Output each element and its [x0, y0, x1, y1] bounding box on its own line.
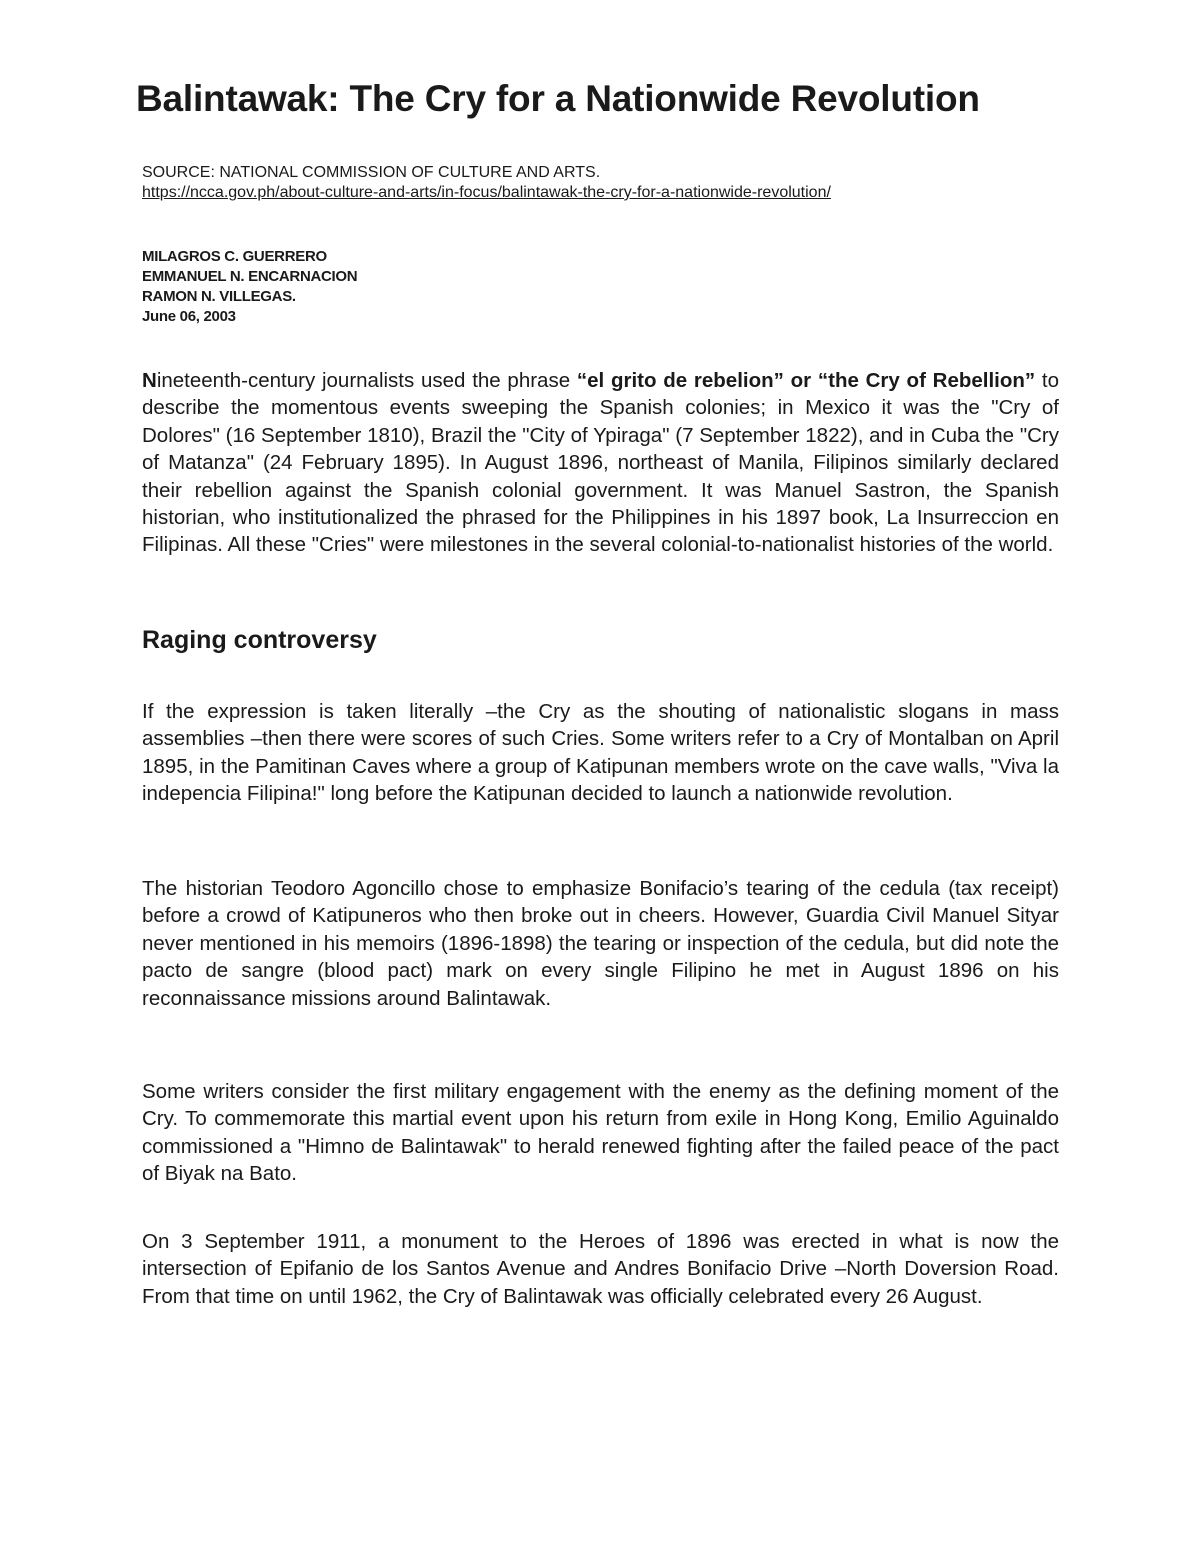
body-paragraph: Some writers consider the first military engagement with the enemy as the defining moment of the Cry. To commemorate this martial event upon his return from exile in Hong Kong, Emilio Aguinaldo commissioned a "Himno de Balintawak" to herald renewed fighting after the failed peace of the pact of Biyak na Bato.: [142, 1080, 1059, 1186]
author-block: [142, 247, 357, 327]
intro-dropcap: N: [142, 369, 157, 392]
body-paragraph: The historian Teodoro Agoncillo chose to emphasize Bonifacio’s tearing of the cedula (tax receipt) before a crowd of Katipuneros who then broke out in cheers. However, Guardia Civil Manuel Sityar never mentioned in his memoirs (1896-1898) the tearing or inspection of the cedula, but did note the pacto de sangre (blood pact) mark on every single Filipino he met in August 1896 on his reconnaissance missions around Balintawak.: [142, 877, 1059, 1010]
author-name: RAMON N. VILLEGAS.: [142, 288, 296, 305]
intro-text-2: to describe the momentous events sweeping the Spanish colonies; in Mexico it was the "Cry of Dolores" (16 September 1810), Brazil the "City of Ypiraga" (7 September 1822), and in Cuba the "Cry of Matanza" (24 February 1895). In August 1896, northeast of Manila, Filipinos similarly declared their rebellion against the Spanish colonial government. It was Manuel Sastron, the Spanish historian, who institutionalized the phrased for the Philippines in his 1897 book, La Insurreccion en Filipinas. All these "Cries" were milestones in the several colonial-to-nationalist histories of the world.: [142, 369, 1059, 557]
intro-paragraph: [142, 367, 1059, 559]
source-label: SOURCE: NATIONAL COMMISSION OF CULTURE AND ARTS.: [142, 164, 601, 181]
section-heading: Raging controversy: [142, 626, 377, 654]
document-title: Balintawak: The Cry for a Nationwide Revolution: [136, 78, 980, 119]
intro-bold-phrase: “el grito de rebelion” or “the Cry of Rebellion”: [576, 369, 1036, 392]
source-block: [142, 163, 831, 203]
publish-date: June 06, 2003: [142, 308, 236, 325]
source-link[interactable]: https://ncca.gov.ph/about-culture-and-arts/in-focus/balintawak-the-cry-for-a-nationwide-revolution/: [142, 184, 831, 201]
body-paragraph: If the expression is taken literally –the Cry as the shouting of nationalistic slogans in mass assemblies –then there were scores of such Cries. Some writers refer to a Cry of Montalban on April 1895, in the Pamitinan Caves where a group of Katipunan members wrote on the cave walls, "Viva la indepencia Filipina!" long before the Katipunan decided to launch a nationwide revolution.: [142, 700, 1059, 806]
intro-text-1: ineteenth-century journalists used the phrase: [156, 369, 577, 392]
author-name: MILAGROS C. GUERRERO: [142, 248, 327, 265]
author-name: EMMANUEL N. ENCARNACION: [142, 268, 358, 285]
body-paragraph: On 3 September 1911, a monument to the Heroes of 1896 was erected in what is now the intersection of Epifanio de los Santos Avenue and Andres Bonifacio Drive –North Doversion Road. From that time on until 1962, the Cry of Balintawak was officially celebrated every 26 August.: [142, 1230, 1059, 1308]
